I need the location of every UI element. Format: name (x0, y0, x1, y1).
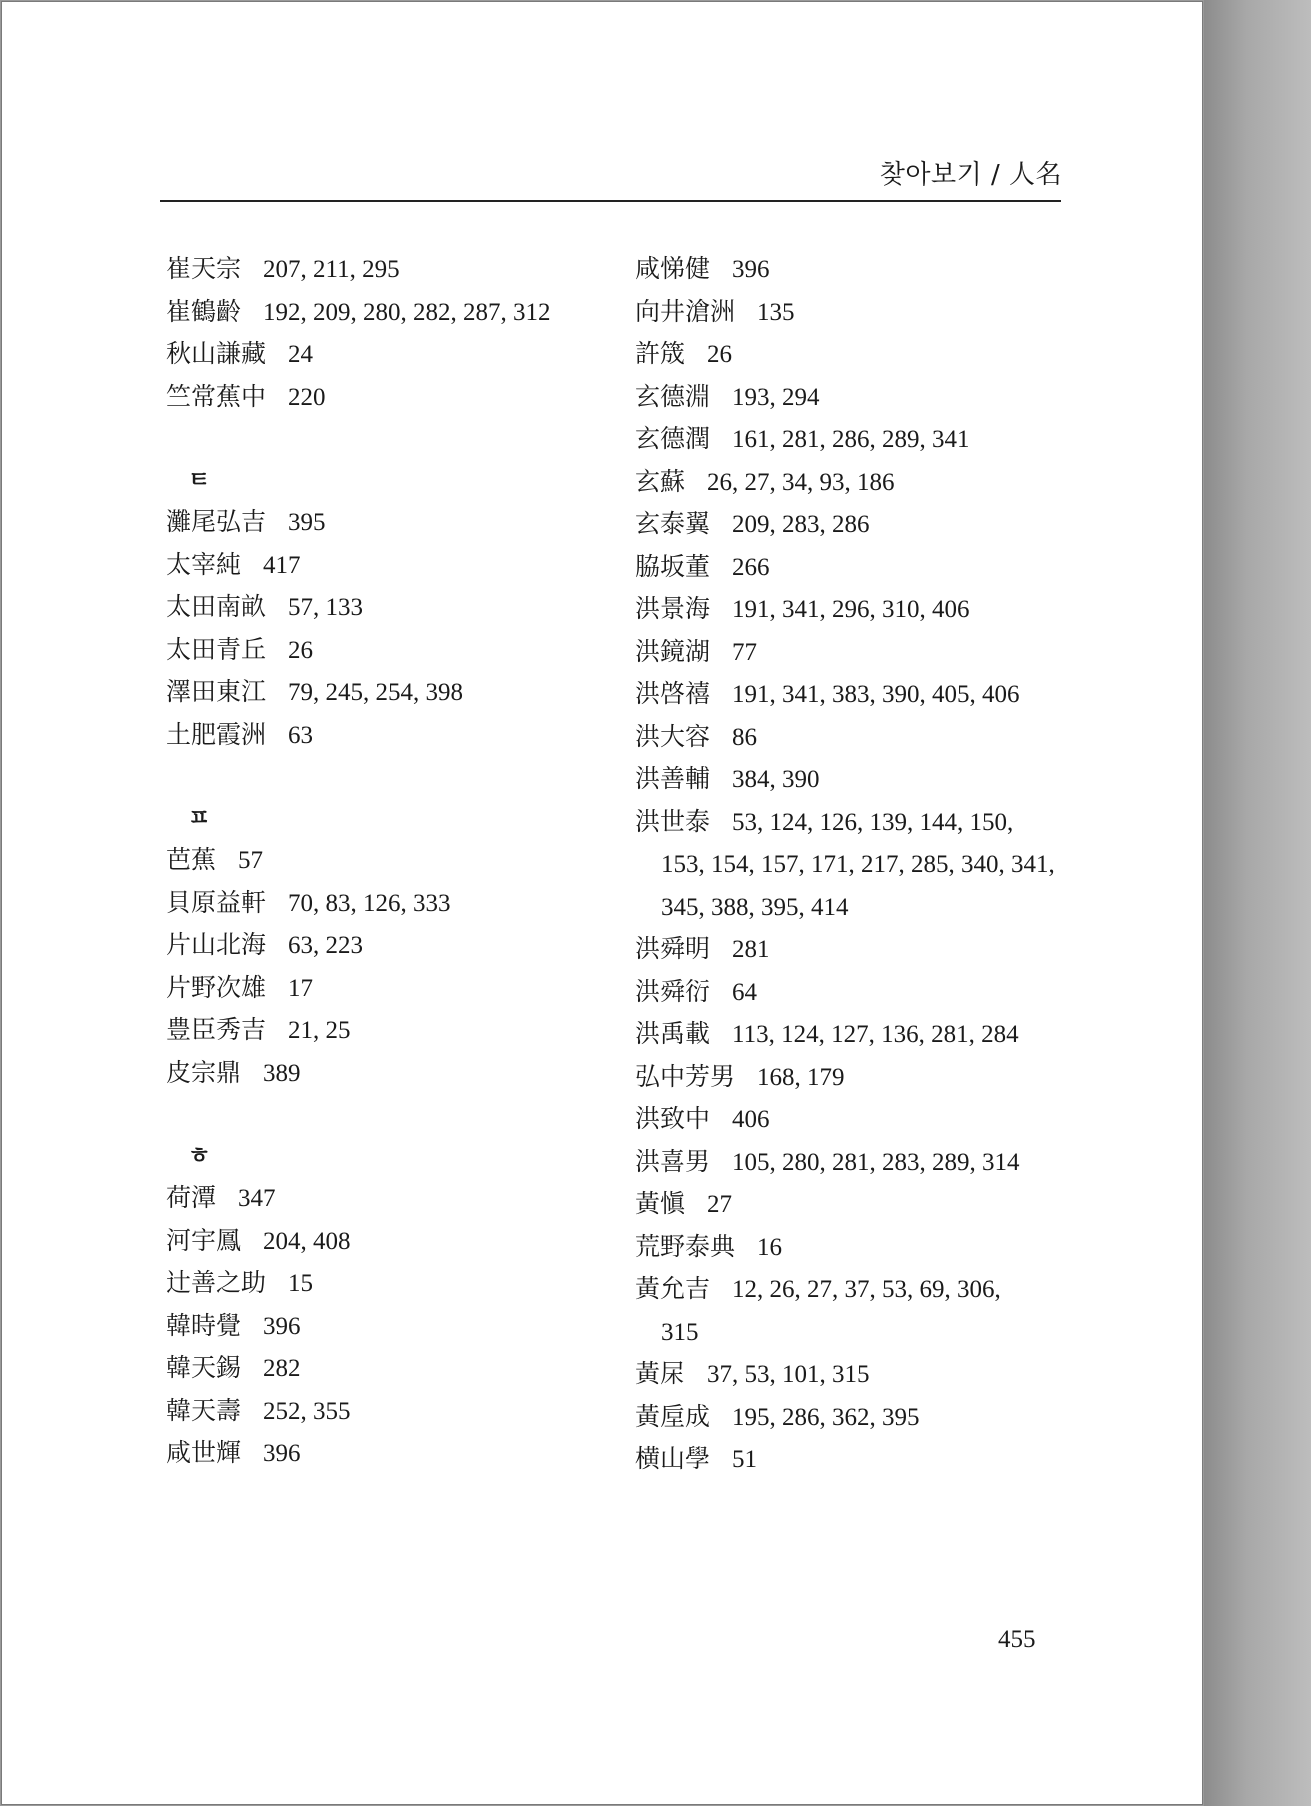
index-entry (635, 1098, 1095, 1141)
index-entry (166, 1177, 606, 1220)
section-gap (166, 1094, 606, 1136)
entry-name: 咸悌健 (635, 254, 711, 283)
index-entry (635, 1396, 1095, 1439)
index-entry (166, 544, 606, 587)
entry-pages: 64 (732, 978, 758, 1006)
index-entry (635, 248, 1095, 291)
entry-name: 太宰純 (166, 549, 242, 579)
index-entry (166, 967, 606, 1010)
index-entry (166, 671, 606, 714)
entry-name: 洪舜明 (635, 934, 711, 963)
entry-pages: 396 (263, 1440, 301, 1467)
index-entry (166, 248, 606, 291)
entry-pages: 396 (732, 256, 770, 283)
index-entry (166, 1305, 606, 1348)
entry-pages-continuation (635, 843, 1095, 886)
entry-pages: 24 (288, 341, 314, 368)
entry-pages: 193, 294 (732, 383, 820, 411)
index-entry (166, 839, 606, 882)
entry-pages: 252, 355 (263, 1397, 351, 1425)
index-entry (635, 1183, 1095, 1226)
entry-name: 横山學 (635, 1444, 711, 1473)
entry-pages: 63, 223 (288, 932, 364, 959)
entry-name: 玄蘇 (635, 466, 686, 496)
entry-pages-continuation (635, 1311, 1095, 1354)
entry-pages: 70, 83, 126, 333 (288, 889, 451, 917)
entry-pages: 347 (238, 1185, 276, 1212)
entry-pages: 135 (757, 298, 795, 326)
index-entry (635, 418, 1095, 461)
index-entry (635, 1013, 1095, 1056)
index-entry (635, 801, 1095, 844)
index-entry (635, 1268, 1095, 1311)
entry-name: 韓天錫 (166, 1353, 242, 1382)
entry-pages: 53, 124, 126, 139, 144, 150, (732, 808, 1014, 836)
entry-name: 澤田東江 (166, 677, 267, 706)
entry-name: 豊臣秀吉 (166, 1015, 267, 1044)
index-entry (635, 546, 1095, 589)
entry-pages: 15 (288, 1270, 314, 1297)
index-entry (166, 376, 606, 419)
entry-pages: 12, 26, 27, 37, 53, 69, 306, (732, 1276, 1001, 1303)
section-heading: ㅍ (188, 804, 211, 831)
entry-name: 洪禹載 (635, 1019, 711, 1048)
index-entry (166, 1432, 606, 1475)
entry-pages: 281 (732, 936, 770, 963)
entry-pages: 63 (288, 721, 314, 749)
entry-name: 皮宗鼎 (166, 1057, 242, 1087)
index-entry (166, 924, 606, 967)
entry-name: 太田南畝 (166, 592, 267, 621)
entry-pages: 417 (263, 551, 301, 579)
entry-pages: 384, 390 (732, 766, 820, 793)
entry-name: 崔鶴齡 (166, 296, 242, 326)
entry-name: 許筬 (635, 339, 686, 368)
index-entry (166, 1262, 606, 1305)
index-entry (635, 631, 1095, 674)
entry-pages: 395 (288, 509, 326, 536)
entry-pages: 345, 388, 395, 414 (661, 893, 849, 921)
entry-name: 洪世泰 (635, 806, 711, 836)
entry-pages: 37, 53, 101, 315 (707, 1361, 870, 1388)
entry-pages: 389 (263, 1059, 301, 1087)
entry-pages: 220 (288, 383, 326, 411)
entry-name: 向井滄洲 (635, 296, 736, 326)
entry-pages: 315 (661, 1318, 699, 1346)
index-entry (635, 291, 1095, 334)
entry-pages: 79, 245, 254, 398 (288, 679, 464, 706)
entry-pages: 195, 286, 362, 395 (732, 1403, 920, 1431)
entry-name: 玄泰翼 (635, 509, 711, 538)
entry-name: 洪大容 (635, 721, 711, 751)
index-entry (166, 586, 606, 629)
index-entry (166, 1052, 606, 1095)
index-entry (635, 333, 1095, 376)
entry-name: 玄德淵 (635, 381, 711, 411)
entry-name: 玄德潤 (635, 424, 711, 453)
entry-pages: 21, 25 (288, 1017, 351, 1044)
viewer-background (1204, 0, 1311, 1806)
entry-name: 太田青丘 (166, 634, 267, 664)
index-entry (635, 1226, 1095, 1269)
entry-pages: 191, 341, 296, 310, 406 (732, 596, 970, 623)
entry-name: 黃垕成 (635, 1401, 711, 1431)
entry-pages: 86 (732, 723, 758, 751)
index-entry (635, 461, 1095, 504)
entry-name: 片山北海 (166, 930, 267, 959)
running-header: 찾아보기 / 人名 (879, 160, 1062, 190)
index-entry (635, 673, 1095, 716)
index-entry (166, 1009, 606, 1052)
index-entry (166, 1220, 606, 1263)
entry-pages: 105, 280, 281, 283, 289, 314 (732, 1148, 1020, 1176)
entry-name: 洪啓禧 (635, 679, 711, 708)
entry-pages: 17 (288, 974, 314, 1002)
entry-name: 黃杘 (635, 1359, 686, 1388)
index-entry (635, 503, 1095, 546)
entry-name: 洪致中 (635, 1104, 711, 1133)
entry-pages: 282 (263, 1355, 301, 1382)
entry-name: 秋山謙藏 (166, 339, 267, 368)
entry-name: 黃愼 (635, 1189, 686, 1218)
index-entry (166, 1390, 606, 1433)
entry-pages: 396 (263, 1312, 301, 1340)
entry-name: 荷潭 (166, 1183, 217, 1212)
index-entry (166, 1347, 606, 1390)
index-entry (635, 716, 1095, 759)
entry-pages: 57, 133 (288, 594, 364, 621)
entry-name: 芭蕉 (166, 845, 217, 874)
index-entry (635, 971, 1095, 1014)
index-entry (166, 629, 606, 672)
index-entry (635, 928, 1095, 971)
index-entry (635, 1353, 1095, 1396)
index-entry (635, 1438, 1095, 1481)
entry-name: 洪舜衍 (635, 976, 711, 1006)
index-entry (166, 882, 606, 925)
index-entry (635, 588, 1095, 631)
entry-pages: 26, 27, 34, 93, 186 (707, 468, 895, 496)
entry-name: 咸世輝 (166, 1438, 242, 1467)
entry-name: 片野次雄 (166, 972, 267, 1002)
header-rule (160, 200, 1061, 202)
index-entry (166, 291, 606, 334)
entry-name: 洪善輔 (635, 764, 711, 793)
entry-name: 河宇鳳 (166, 1225, 242, 1255)
entry-name: 荒野泰典 (635, 1231, 736, 1261)
index-entry (635, 1141, 1095, 1184)
book-page (2, 2, 1202, 1804)
entry-name: 韓時覺 (166, 1310, 242, 1340)
entry-pages: 113, 124, 127, 136, 281, 284 (732, 1021, 1019, 1048)
entry-pages: 26 (288, 636, 314, 664)
entry-name: 崔天宗 (166, 254, 242, 283)
entry-name: 洪景海 (635, 594, 711, 623)
entry-pages: 153, 154, 157, 171, 217, 285, 340, 341, (661, 851, 1055, 878)
index-entry (635, 1056, 1095, 1099)
entry-name: 脇坂董 (635, 551, 711, 581)
entry-name: 韓天壽 (166, 1395, 242, 1425)
entry-name: 洪喜男 (635, 1146, 711, 1176)
entry-name: 貝原益軒 (166, 887, 267, 917)
index-entry (635, 758, 1095, 801)
index-entry (166, 333, 606, 376)
entry-name: 灘尾弘吉 (166, 507, 267, 536)
entry-name: 弘中芳男 (635, 1061, 736, 1091)
entry-pages: 266 (732, 553, 770, 581)
entry-pages: 207, 211, 295 (263, 256, 400, 283)
entry-name: 辻善之助 (166, 1268, 267, 1297)
index-entry (166, 714, 606, 757)
entry-pages: 57 (238, 847, 264, 874)
index-entry (635, 376, 1095, 419)
entry-pages: 191, 341, 383, 390, 405, 406 (732, 681, 1020, 708)
entry-pages: 406 (732, 1106, 770, 1133)
entry-pages: 16 (757, 1233, 783, 1261)
entry-name: 竺常蕉中 (166, 381, 267, 411)
entry-pages-continuation (635, 886, 1095, 929)
entry-pages: 204, 408 (263, 1227, 351, 1255)
section-heading: ㅎ (188, 1142, 211, 1169)
index-column-right (635, 248, 1095, 1481)
page-number: 455 (998, 1626, 1036, 1653)
entry-pages: 51 (732, 1446, 758, 1473)
index-column-left (166, 248, 606, 1475)
entry-pages: 26 (707, 341, 733, 368)
entry-pages: 161, 281, 286, 289, 341 (732, 426, 970, 453)
entry-pages: 77 (732, 638, 758, 666)
entry-pages: 27 (707, 1191, 733, 1218)
entry-pages: 168, 179 (757, 1063, 845, 1091)
entry-pages: 209, 283, 286 (732, 511, 870, 538)
entry-name: 黃允吉 (635, 1274, 711, 1303)
entry-name: 洪鏡湖 (635, 636, 711, 666)
section-gap (166, 756, 606, 798)
section-heading: ㅌ (188, 466, 211, 493)
section-gap (166, 418, 606, 460)
entry-pages: 192, 209, 280, 282, 287, 312 (263, 298, 551, 326)
entry-name: 土肥霞洲 (166, 719, 267, 749)
index-entry (166, 501, 606, 544)
